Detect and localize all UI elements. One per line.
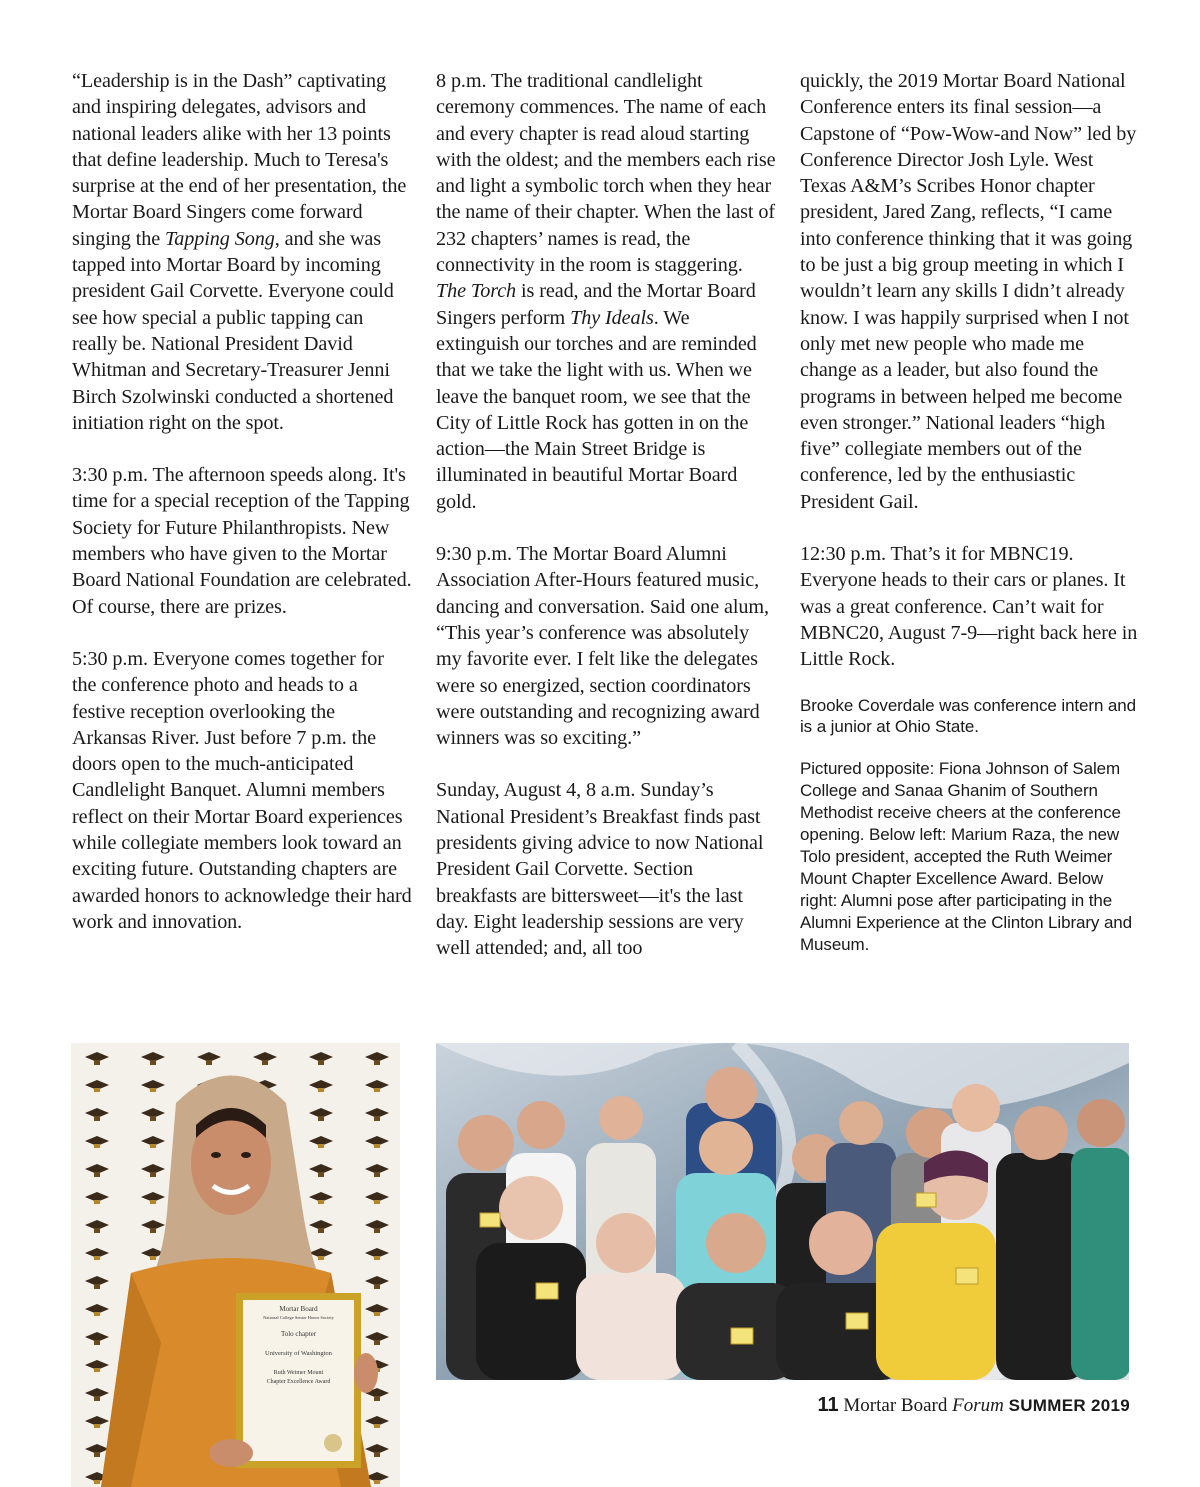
photo-alumni-group [436, 1043, 1129, 1380]
paragraph: 5:30 p.m. Everyone comes together for the conference photo and heads to a festive reception overlooking the Arkansas River. Just before 7 p.m. the doors open to the much-anticipated Candlelight Banquet. Alumni members reflect on their Mortar Board experiences while collegiate members look toward an exciting future. Outstanding chapters are awarded honors to acknowledge their hard work and innovation. [72, 647, 412, 933]
paragraph: 8 p.m. The traditional candlelight ceremony commences. The name of each and every chapter is read aloud starting with the oldest; and the members each rise and light a symbolic torch when they hear the name of their chapter. When the last of 232 chapters’ names is read, the connectivity in the room is staggering. The Torch is read, and the Mortar Board Singers perform Thy Ideals. We extinguish our torches and are reminded that we take the light with us. When we leave the banquet room, we see that the City of Little Rock has gotten in on the action—the Main Street Bridge is illuminated in beautiful Mortar Board gold. [436, 70, 776, 513]
certificate-award-line-1: Ruth Weimer Mount [273, 1370, 324, 1376]
award-recipient-illustration [71, 1043, 400, 1487]
article-column-1 [72, 68, 412, 961]
publication-name-italic: Forum [952, 1395, 1004, 1416]
photo-caption: Pictured opposite: Fiona Johnson of Salem College and Sanaa Ghanim of Southern Methodist receive cheers at the conference opening. Below left: Marium Raza, the new Tolo president, accepted the Ruth Weimer Mount Chapter Excellence Award. Below right: Alumni pose after participating in the Alumni Experience at the Clinton Library and Museum. [800, 759, 1133, 954]
reading-title: The Torch [436, 280, 517, 303]
issue-label: SUMMER 2019 [1008, 1396, 1130, 1415]
paragraph: 9:30 p.m. The Mortar Board Alumni Association After-Hours featured music, dancing and conversation. Said one alum, “This year’s conference was absolutely my favorite ever. I felt like the delegates were so energized, section coordinators were outstanding and recognizing award winners was so exciting.” [436, 543, 769, 750]
song-title: Tapping Song [165, 227, 275, 250]
page-number: 11 [817, 1394, 839, 1416]
paragraph: “Leadership is in the Dash” captivating and inspiring delegates, advisors and national leaders alike with her 13 points that define leadership. Much to Teresa's surprise at the end of her presentation, the Mortar Board Singers come forward singing the Tapping Song, and she was tapped into Mortar Board by incoming president Gail Corvette. Everyone could see how special a public tapping can really be. National President David Whitman and Secretary-Treasurer Jenni Birch Szolwinski conducted a shortened initiation right on the spot. [72, 70, 407, 434]
certificate-text [245, 1305, 352, 1387]
page-footer [798, 1393, 1130, 1418]
certificate-sub: National College Senior Honor Society [263, 1315, 334, 1320]
article-column-3 [800, 68, 1140, 976]
paragraph: Sunday, August 4, 8 a.m. Sunday’s National President’s Breakfast finds past presidents giving advice to now National President Gail Corvette. Section breakfasts are bittersweet—it's the last day. Eight leadership sessions are very well attended; and, all too [436, 779, 764, 960]
byline-and-caption [800, 695, 1140, 956]
paragraph: quickly, the 2019 Mortar Board National Conference enters its final session—a Capstone of “Pow-Wow-and Now” led by Conference Director Josh Lyle. West Texas A&M’s Scribes Honor chapter president, Jared Zang, reflects, “I came into conference thinking that it was going to be just a big group meeting in which I wouldn’t learn any skills I didn’t already know. I was happily surprised when I not only met new people who made me change as a leader, but also found the programs in between helped me become even stronger.” National leaders “high five” collegiate members out of the conference, led by the enthusiastic President Gail. [800, 70, 1137, 513]
byline: Brooke Coverdale was conference intern and is a junior at Ohio State. [800, 695, 1136, 737]
alumni-group-illustration [436, 1043, 1129, 1380]
certificate-school: University of Washington [265, 1350, 332, 1357]
certificate-award-line-2: Chapter Excellence Award [266, 1379, 331, 1385]
paragraph: 12:30 p.m. That’s it for MBNC19. Everyone heads to their cars or planes. It was a great conference. Can’t wait for MBNC20, August 7-9—right back here in Little Rock. [800, 543, 1138, 671]
paragraph: 3:30 p.m. The afternoon speeds along. It's time for a special reception of the Tapping Society for Future Philanthropists. New members who have given to the Mortar Board National Foundation are celebrated. Of course, there are prizes. [72, 464, 412, 618]
article-column-2 [436, 68, 776, 988]
publication-name: Mortar Board [843, 1395, 948, 1416]
certificate-org: Mortar Board [279, 1305, 318, 1313]
song-title: Thy Ideals [570, 306, 654, 329]
certificate-chapter: Tolo chapter [280, 1330, 317, 1338]
photo-award-recipient [71, 1043, 400, 1487]
